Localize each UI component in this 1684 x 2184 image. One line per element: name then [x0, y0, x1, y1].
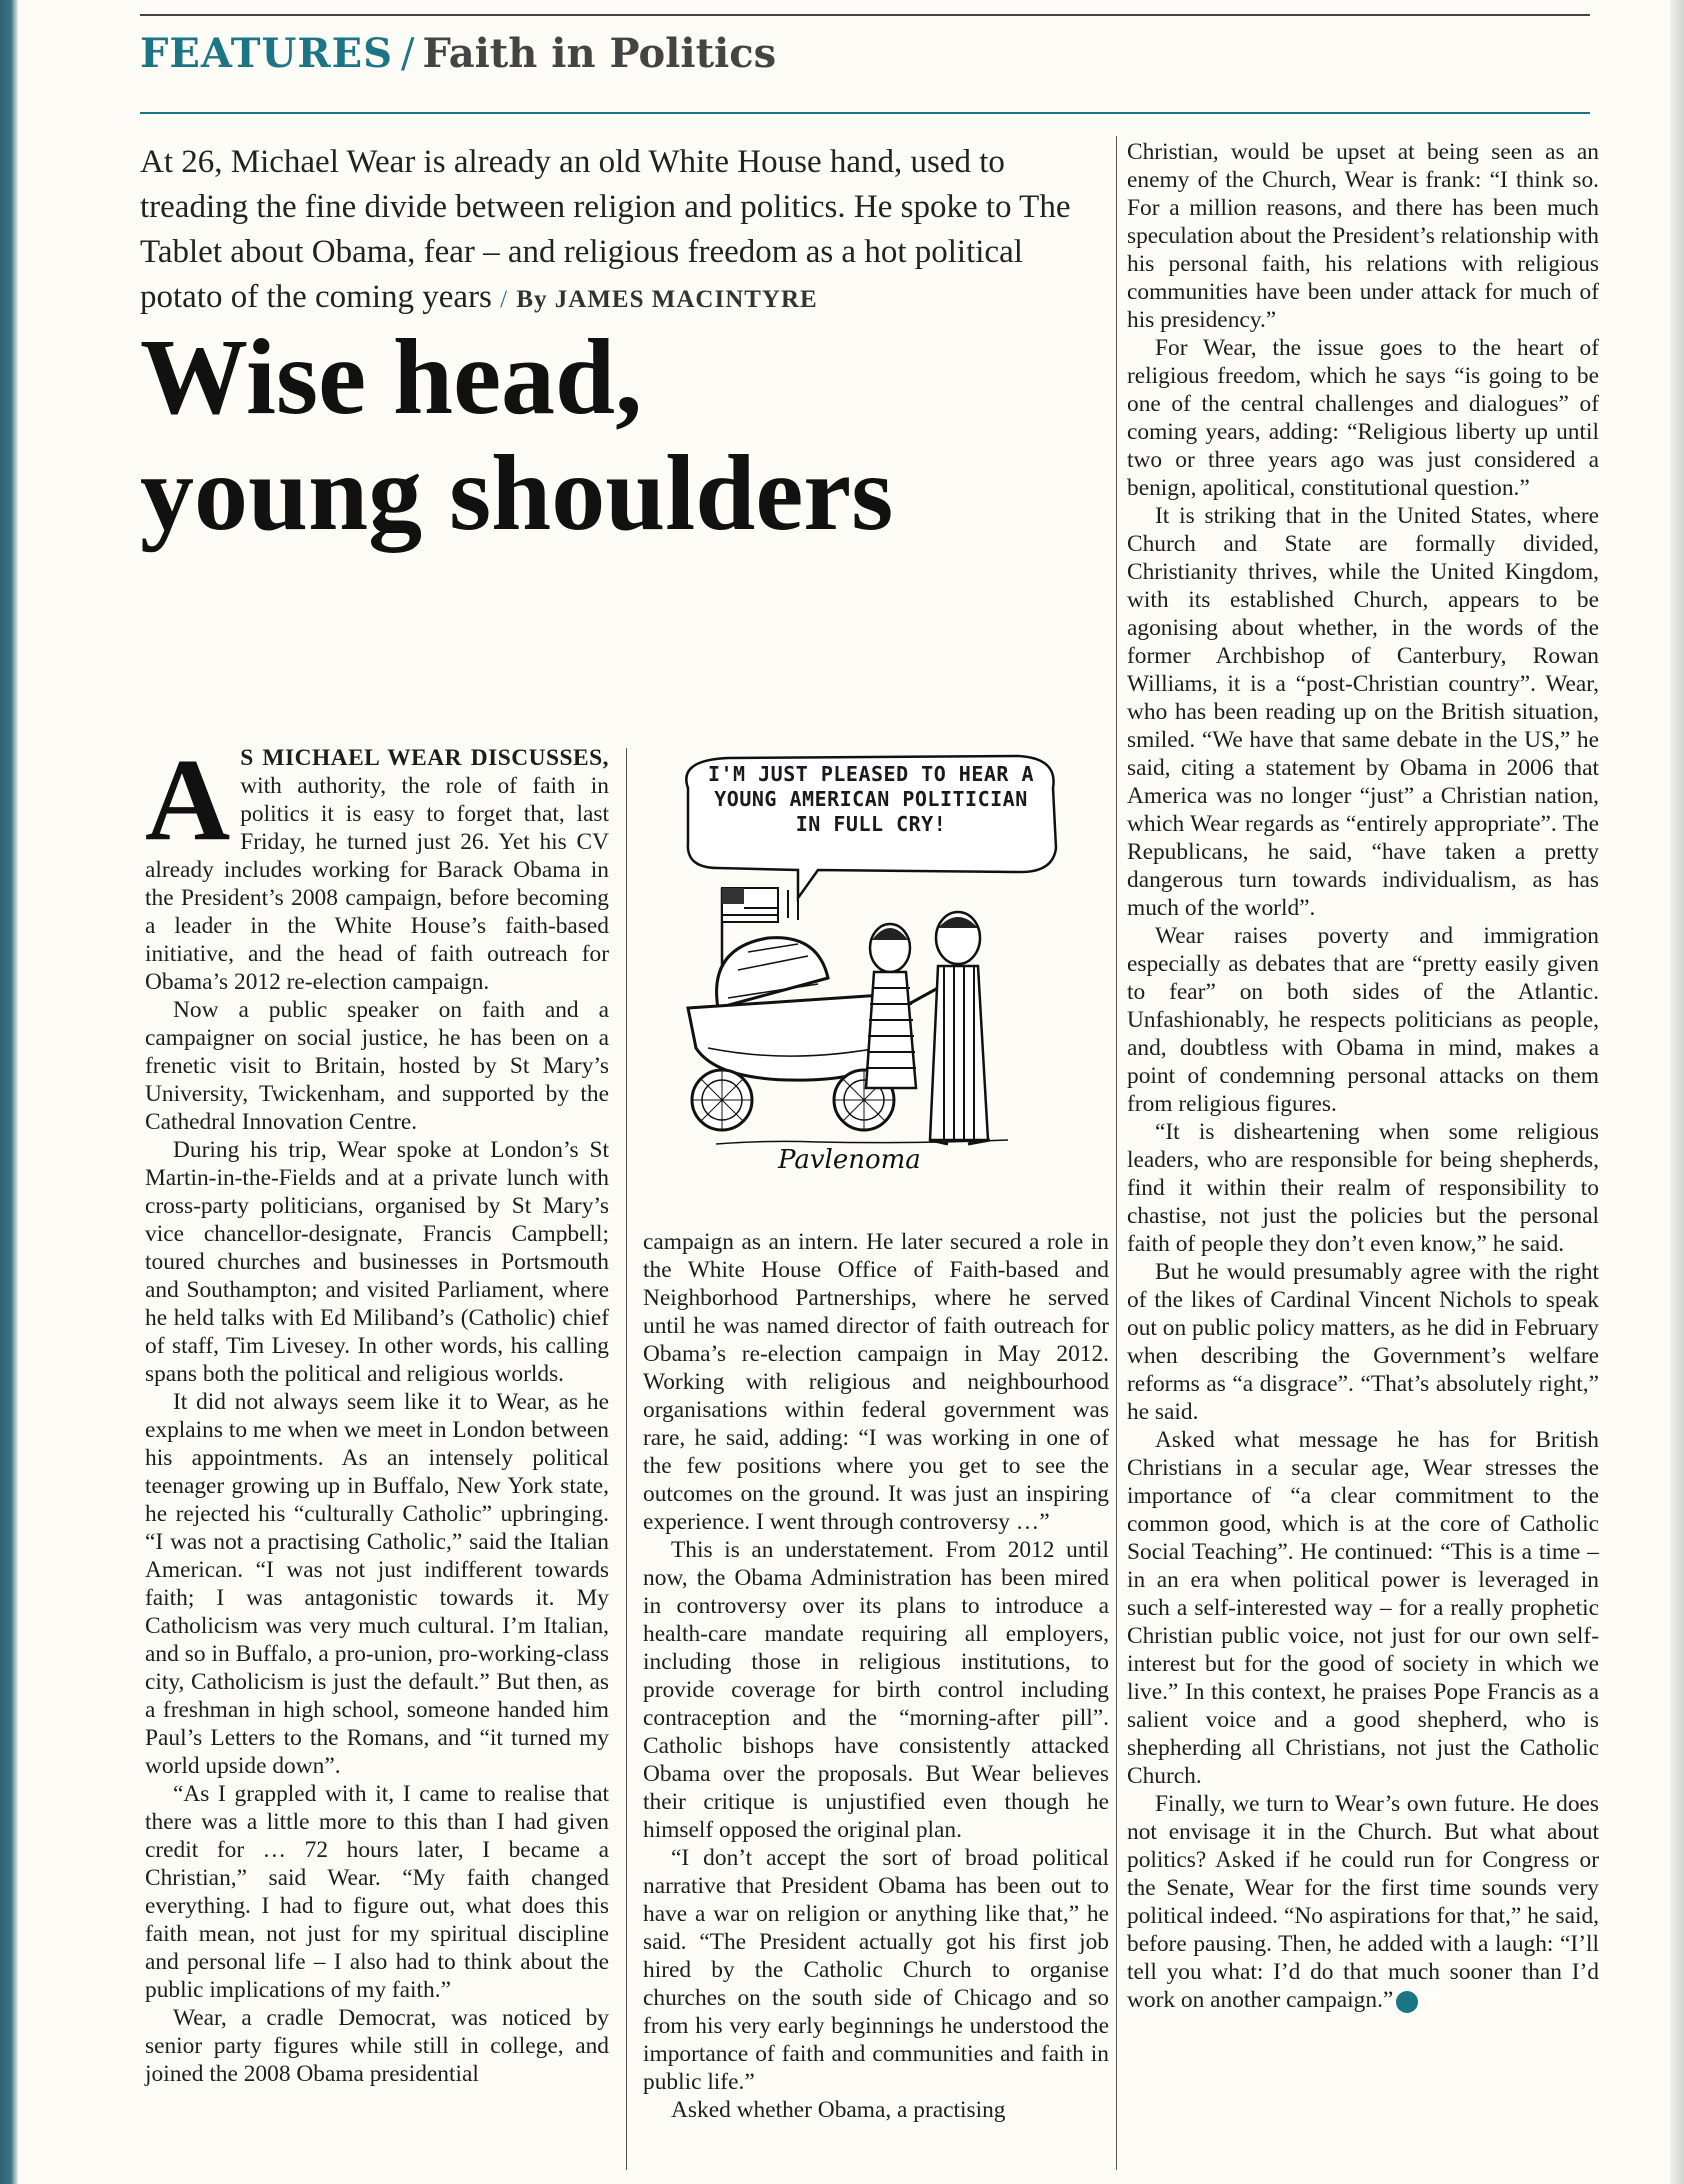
paragraph: campaign as an intern. He later secured a role in the White House Office of Faith-based and Neighborhood Partnerships, where he served until he was named director of faith outreach for Obama’s re-election campaign in May 2012. Working with religious and neighbourhood organisations within federal government was rare, he said, adding: “I was working in one of the few positions where you get to see the outcomes on the ground. It was just an inspiring experience. I went through controversy …”	[643, 1229, 1109, 1535]
paragraph: with authority, the role of faith in politics it is easy to forget that, last Friday, he turned just 26. Yet his CV already includes working for Barack Obama in the President’s 2008 campaign, before becoming a leader in the White House’s faith-based initiative, and the head of faith outreach for Obama’s 2012 re-election campaign.	[145, 773, 609, 995]
paragraph: Wear, a cradle Democrat, was noticed by senior party figures while still in college, and joined the 2008 Obama presidential	[145, 2005, 609, 2087]
paragraph: Christian, would be upset at being seen as an enemy of the Church, Wear is frank: “I think so. For a million reasons, and there has been much speculation about the President’s relationship with his personal faith, his relations with religious communities have been under attack for much of his presidency.”	[1127, 139, 1599, 333]
paragraph: Now a public speaker on faith and a campaigner on social justice, he has been on a frenetic visit to Britain, hosted by St Mary’s University, Twickenham, and supported by the Cathedral Innovation Centre.	[145, 997, 609, 1135]
cartoon-caption: I'M JUST PLEASED TO HEAR A YOUNG AMERICAN POLITICIAN IN FULL CRY!	[707, 762, 1035, 836]
paragraph: Wear raises poverty and immigration especially as debates that are “pretty easily given to fear” on both sides of the Atlantic. Unfashionably, he respects politicians as people, and, doubtless with Obama in mind, makes a point of condemning personal attacks on them from religious figures.	[1127, 923, 1599, 1117]
paragraph: Asked whether Obama, a practising	[671, 2097, 1006, 2123]
paragraph: “As I grappled with it, I came to realise that there was a little more to this than I had given credit for … 72 hours later, I became a Christian,” said Wear. “My faith changed everything. I had to figure out, what does this faith mean, not just for my spiritual discipline and personal life – I also had to think about the public implications of my faith.”	[145, 1781, 609, 2003]
paragraph: For Wear, the issue goes to the heart of religious freedom, which he says “is going to be one of the central challenges and dialogues” of coming years, adding: “Religious liberty up until two or three years ago was just considered a benign, apolitical, constitutional question.”	[1127, 335, 1599, 501]
article-column-3	[1127, 138, 1599, 2014]
paragraph: This is an understatement. From 2012 until now, the Obama Administration has been mired in controversy over its plans to introduce a health-care mandate requiring all employers, including those in religious institutions, to provide coverage for birth control including contraception and the “morning-after pill”. Catholic bishops have consistently attacked Obama over the proposals. But Wear believes their critique is unjustified even though he himself opposed the original plan.	[643, 1537, 1109, 1843]
paragraph: It did not always seem like it to Wear, as he explains to me when we meet in London between his appointments. As an intensely political teenager growing up in Buffalo, New York state, he rejected his “culturally Catholic” upbringing. “I was not a practising Catholic,” said the Italian American. “I was not just indifferent towards faith; I was antagonistic towards it. My Catholicism was very much cultural. I’m Italian, and so in Buffalo, a pro-union, pro-working-class city, Catholicism is just the default.” But then, as a freshman in high school, someone handed him Paul’s Letters to the Romans, and “it turned my world upside down”.	[145, 1389, 609, 1779]
paragraph: Asked what message he has for British Christians in a secular age, Wear stresses the importance of “a clear commitment to the common good, which is at the core of Catholic Social Teaching”. He continued: “This is a time – in an era when political power is leveraged in such a self-interested way – for a really prophetic Christian public voice, not just for our own self-interest but for the good of society in which we live.” In this context, he praises Pope Francis as a salient voice and a good shepherd, who is shepherding all Christians, not just the Catholic Church.	[1127, 1427, 1599, 1789]
cartoon-signature: Pavlenoma	[778, 1145, 921, 1175]
headline	[140, 320, 1100, 552]
byline: By JAMES MACINTYRE	[516, 286, 818, 313]
paragraph: It is striking that in the United States, where Church and State are formally divided, Christianity thrives, while the United Kingdom, with its established Church, appears to be agonising about whether, in the words of the former Archbishop of Canterbury, Rowan Williams, it is a “post-Christian country”. Wear, who has been reading up on the British situation, smiled. “We have that same debate in the US,” he said, citing a statement by Obama in 2006 that America was no longer “just” a Christian nation, which Wear regards as “entirely appropriate”. The Republicans, he said, “have taken a pretty dangerous turn towards individualism, as has much of the world”.	[1127, 503, 1599, 921]
lead-caps: S MICHAEL WEAR DISCUSSES,	[240, 745, 609, 771]
paragraph: But he would presumably agree with the right of the likes of Cardinal Vincent Nichols to speak out on public policy matters, as he did in February when describing the Government’s welfare reforms as “a disgrace”. “That’s absolutely right,” he said.	[1127, 1259, 1599, 1425]
paragraph: Finally, we turn to Wear’s own future. He does not envisage it in the Church. But what about politics? Asked if he could run for Congress or the Senate, Wear for the first time sounds very political indeed. “No aspirations for that,” he said, before pausing. Then, he added with a laugh: “I’ll tell you what: I’d do that much sooner than I’d work on another campaign.”	[1127, 1791, 1599, 2013]
byline-separator: /	[500, 286, 509, 313]
top-rule	[140, 14, 1590, 16]
header-rule	[140, 112, 1590, 114]
article-column-2	[643, 1228, 1109, 2124]
section-header	[140, 30, 776, 77]
page-edge-right	[1670, 0, 1684, 2184]
column-rule-1	[626, 748, 627, 2170]
page-edge-left	[0, 0, 18, 2184]
headline-line-2: young shoulders	[140, 434, 894, 553]
section-name: FEATURES	[140, 30, 393, 77]
end-mark-icon: T	[1396, 1991, 1418, 2013]
article-column-1	[145, 734, 609, 2088]
drop-cap: A	[145, 734, 231, 865]
paragraph: During his trip, Wear spoke at London’s St Martin-in-the-Fields and at a private lunch with cross-party politicians, organised by St Mary’s vice chancellor-designate, Francis Campbell; toured churches and businesses in Portsmouth and Southampton; and visited Parliament, where he held talks with Ed Miliband’s (Catholic) chief of staff, Tim Livesey. In other words, his calling spans both the political and religious worlds.	[145, 1137, 609, 1387]
column-rule-2	[1116, 136, 1117, 2170]
standfirst	[140, 140, 1100, 322]
article-final-paragraph	[1127, 1790, 1599, 2014]
paragraph: “I don’t accept the sort of broad political narrative that President Obama has been out to have a war on religion or anything like that,” he said. “The President actually got his first job hired by the Catholic Church to organise churches on the south side of Chicago and so from his very early beginnings he understood the importance of faith and communities and faith in public life.”	[643, 1845, 1109, 2095]
section-separator: /	[401, 31, 415, 77]
headline-line-1: Wise head,	[140, 318, 643, 437]
article-lead-paragraph	[145, 734, 609, 996]
section-category: Faith in Politics	[422, 30, 777, 77]
cartoon	[648, 748, 1088, 1176]
paragraph: “It is disheartening when some religious leaders, who are responsible for being shepherds, find it within their realm of responsibility to chastise, not just the policies but the personal faith of people they don’t even know,” he said.	[1127, 1119, 1599, 1257]
standfirst-text: At 26, Michael Wear is already an old White House hand, used to treading the fine divide between religion and politics. He spoke to The Tablet about Obama, fear – and religious freedom as a hot political potato of the coming years	[140, 144, 1071, 315]
